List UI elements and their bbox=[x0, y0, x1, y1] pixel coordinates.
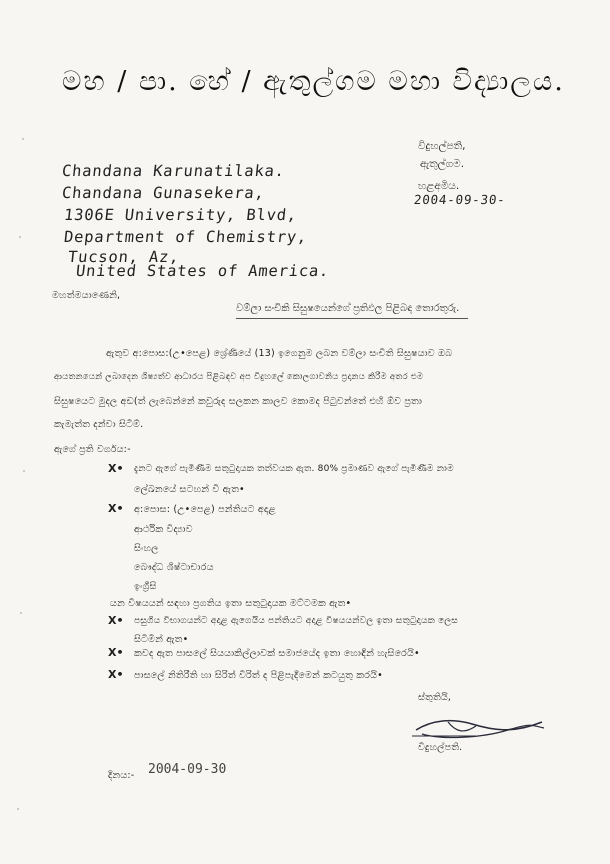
closing: ස්තුතියි, bbox=[418, 692, 452, 703]
salutation: මහත්මයාණෙනි, bbox=[52, 290, 121, 301]
item-3-mark: X• bbox=[108, 614, 124, 627]
subjects-note: යන විෂයයන් සඳහා ප්‍රගතිය ඉතා සතුටුදායක මට්ටමක ඇත• bbox=[110, 598, 352, 609]
item-1-mark: X• bbox=[108, 462, 124, 475]
recipient-line-1: Chandana Karunatilaka. bbox=[61, 162, 286, 180]
body-line-4: කැමැත්ත දන්වා සිටිම්. bbox=[54, 419, 144, 430]
address-line-2: ඇතුල්ගම. bbox=[420, 158, 465, 170]
scan-speck bbox=[17, 808, 19, 810]
item-1-line-2: ලේඛනයේ සටහන් වී ඇත• bbox=[134, 484, 245, 495]
item-5-mark: X• bbox=[108, 668, 124, 681]
item-3-line-2: සිටිමින් ඇත• bbox=[134, 634, 189, 645]
signature-scribble bbox=[412, 712, 548, 742]
subject-line: වම්ලා සංචිකි සිසුෂයෙන්ගේ ප්‍රතිඵල පිළිබඳ තොරතුරු. bbox=[236, 303, 460, 314]
address-line-3: හළඅමිය. bbox=[418, 180, 460, 192]
item-1-line-1: දැනට ඇගේ පැමිණීම සතුටුදායක තත්වයක ඇත. 80% ප්‍රමාණව ඇගේ පැමිණීම නාම bbox=[134, 464, 454, 474]
recipient-line-5: Tucson, Az, bbox=[67, 248, 181, 266]
item-3-line-1: පසුගිය විභාගයන්ට අදාළ ඇගෙයිය පන්තියට අදාළ විෂයයන්වල ඉතා සතුටුදායක ලෙස bbox=[134, 616, 458, 626]
scan-speck bbox=[23, 470, 25, 472]
subject-3: බෞද්ධ ශිෂ්ටාචාරය bbox=[134, 562, 214, 573]
letterhead: මහ / පා. හේ / ඇතුල්ගම මහා විද්‍යාලය. bbox=[62, 66, 565, 97]
subject-1: ආර්ථික විද්‍යාව bbox=[134, 524, 193, 535]
letter-date: 2004-09-30- bbox=[413, 192, 507, 207]
scan-speck bbox=[20, 612, 22, 614]
body-line-2: ආයතනයෙන් ලබාදෙන ශිෂ්‍යත්ව ආධාරය පිළිබඳව අප විදුහලේ කොලගාවනිය ප්‍රදානය කිරීම අතර එම bbox=[54, 372, 424, 382]
recipient-line-6: United States of America. bbox=[75, 262, 331, 280]
address-line-1: විදුහල්පති, bbox=[418, 140, 466, 152]
footer-date-label: දිනය:- bbox=[108, 770, 135, 781]
recipient-line-3: 1306E University, Blvd, bbox=[63, 206, 298, 224]
subject-4: ඉංග්‍රීසි bbox=[134, 581, 157, 592]
signatory: විදුහල්පති. bbox=[418, 742, 463, 753]
scan-speck bbox=[22, 138, 24, 140]
subject-underline bbox=[236, 318, 468, 319]
item-2-line-1: අ:පොස: (උ•පෙළ) පන්තියට අදාළ bbox=[134, 504, 276, 515]
item-5-line-1: පාසලේ නිතිරීති හා සිරිත් විරිත් ද පිළිපැදීමෙන් කටයුතු කරයි• bbox=[134, 670, 383, 681]
body-line-1: ඇතුව අ:පොස:(උ•පෙළ) ශ්‍රේණියේ (13) ඉගෙනුම ලබන වම්ලා සංචිති සිසුෂයාව ඔබ bbox=[106, 348, 453, 359]
subject-2: සිංහල bbox=[134, 543, 159, 554]
body-line-3: සිසුෂයෙට මුදල අඩ(ත් ලැබෙන්නේ කවුරුද සලකන කාලව කොමද පිටුවන්තේ එහි ඕව ප්‍රතා bbox=[54, 396, 423, 407]
list-intro: ඇගේ ප්‍රති වර්ගය:- bbox=[54, 444, 131, 455]
recipient-line-4: Department of Chemistry, bbox=[63, 228, 309, 246]
item-2-mark: X• bbox=[108, 502, 124, 515]
item-4-mark: X• bbox=[108, 646, 124, 659]
scan-speck bbox=[19, 236, 21, 238]
footer-date: 2004-09-30 bbox=[148, 762, 227, 777]
item-4-line-1: කවද ඇත පාසලේ සියයාකිල්ලාවක් සමාජයේද ඉතා හොඳින් හැසිරෙයි• bbox=[134, 648, 420, 659]
recipient-line-2: Chandana Gunasekera, bbox=[61, 184, 266, 202]
